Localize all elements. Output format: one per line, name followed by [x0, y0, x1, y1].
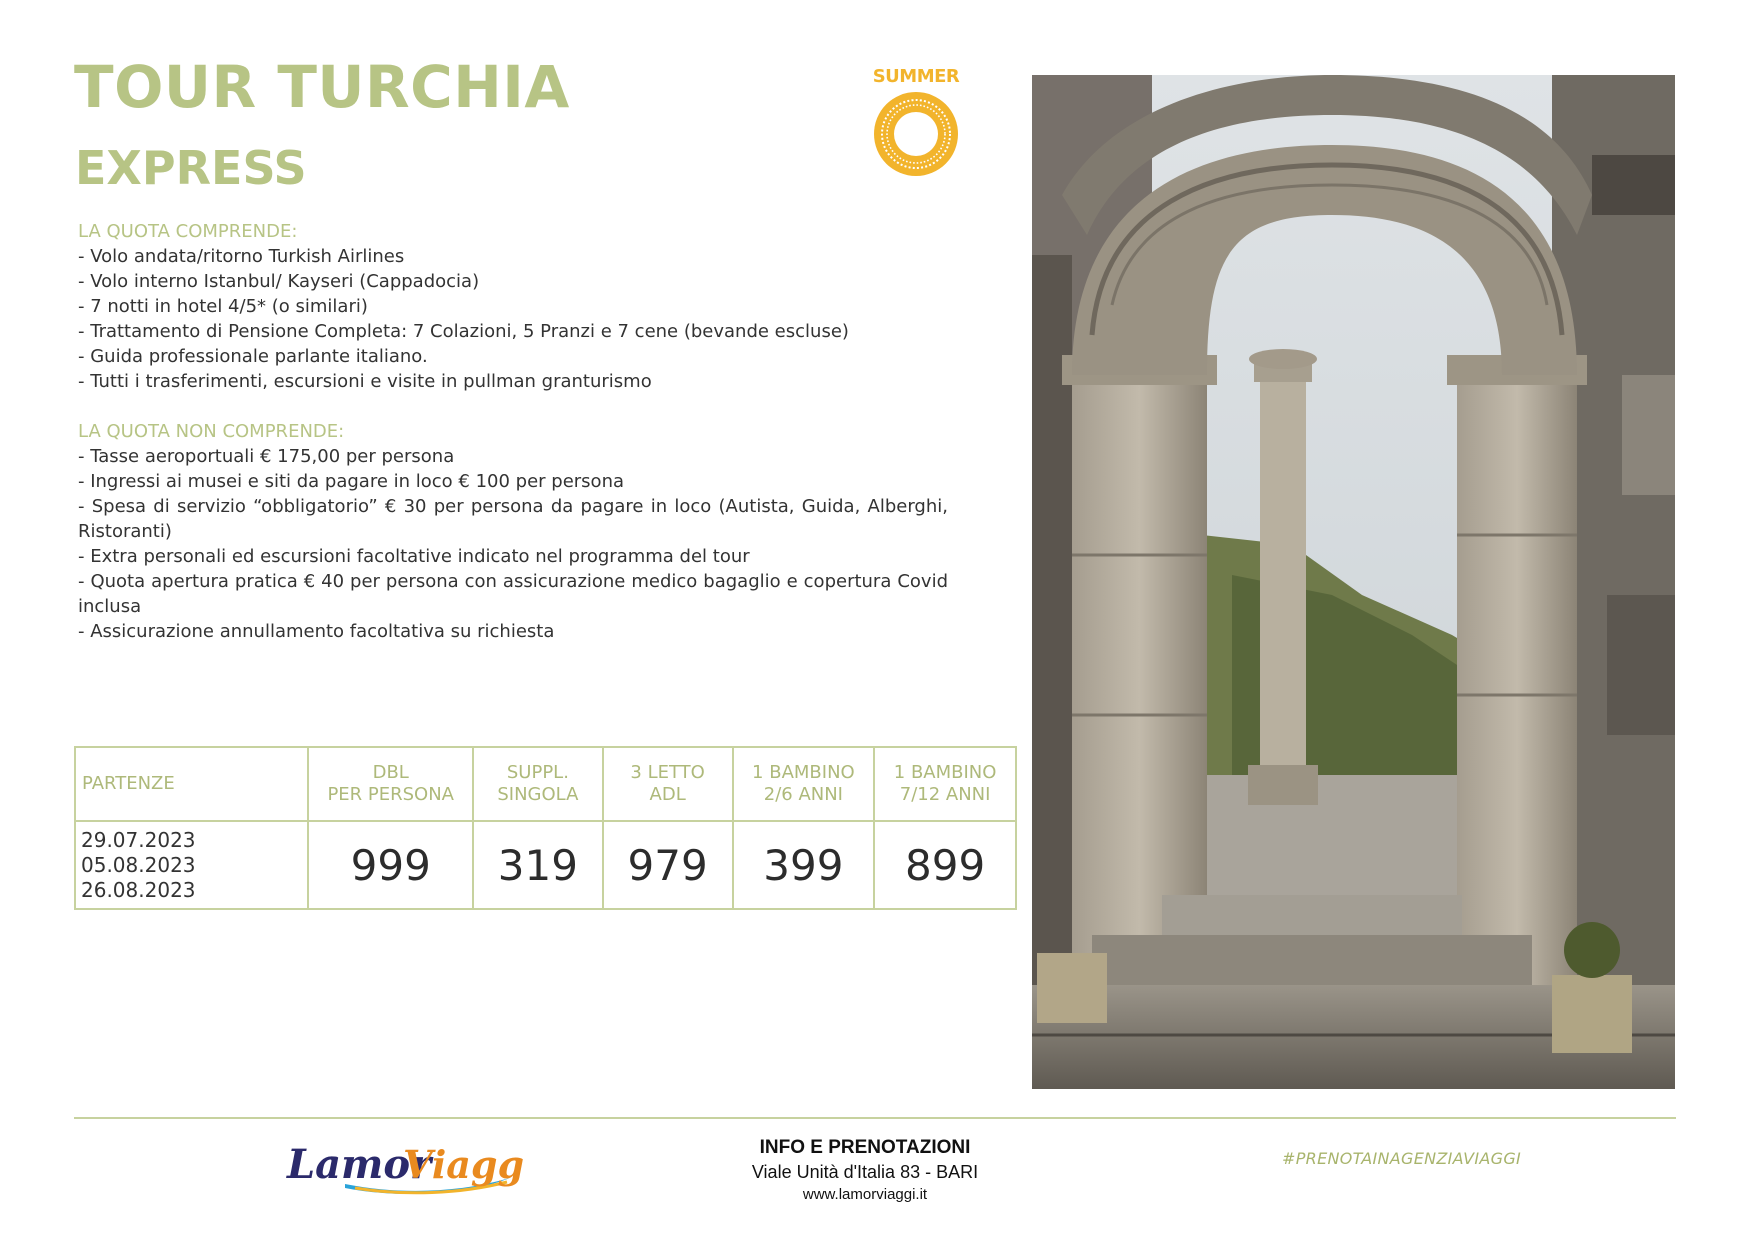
excluded-item: - Spesa di servizio “obbligatorio” € 30 per persona da pagare in loco (Autista, Guida, Alberghi, Ristoranti) [78, 496, 948, 542]
header-label: SINGOLA [497, 784, 579, 805]
summer-badge-label: SUMMER [872, 66, 960, 87]
price-cell: 979 [603, 821, 733, 909]
excluded-item: - Tasse aeroportuali € 175,00 per persona [78, 446, 455, 467]
lamorviaggi-logo[interactable] [285, 1138, 525, 1196]
included-item: - Guida professionale parlante italiano. [78, 346, 428, 367]
website-link[interactable]: www.lamorviaggi.it [802, 1186, 928, 1203]
included-item: - 7 notti in hotel 4/5* (o similari) [78, 296, 368, 317]
excluded-item: - Quota apertura pratica € 40 per persona con assicurazione medico bagaglio e copertura Covid inclusa [78, 571, 948, 617]
header-label: 2/6 ANNI [763, 784, 843, 805]
included-section [78, 219, 948, 394]
header-label: SUPPL. [506, 762, 569, 783]
departure-dates-cell [75, 821, 308, 909]
header-label: ADL [649, 784, 686, 805]
logo-wordmark-icon [285, 1138, 525, 1196]
header-label: 1 BAMBINO [893, 762, 997, 783]
header-label: 3 LETTO [630, 762, 705, 783]
header-label: DBL [372, 762, 409, 783]
svg-text:Lamor: Lamor [287, 1141, 432, 1188]
header-cell-single-supplement [473, 747, 603, 821]
page-title: TOUR TURCHIA [74, 53, 570, 121]
contact-address: Viale Unità d'Italia 83 - BARI [751, 1162, 979, 1182]
price-table [74, 746, 1017, 910]
header-cell-child-2-6 [733, 747, 875, 821]
included-item: - Volo andata/ritorno Turkish Airlines [78, 246, 405, 267]
header-label: PER PERSONA [327, 784, 454, 805]
svg-text:Viaggi: Viaggi [403, 1142, 525, 1187]
price-cell: 999 [308, 821, 473, 909]
hashtag: #PRENOTAINAGENZIAVIAGGI [1282, 1149, 1522, 1168]
included-heading: LA QUOTA COMPRENDE: [78, 221, 298, 242]
included-item: - Tutti i trasferimenti, escursioni e visite in pullman granturismo [78, 371, 652, 392]
departure-date: 29.07.2023 [81, 827, 196, 852]
header-label: PARTENZE [82, 773, 175, 794]
price-cell: 319 [473, 821, 603, 909]
table-row [75, 821, 1016, 909]
header-label: 7/12 ANNI [899, 784, 991, 805]
excluded-section [78, 419, 948, 644]
summer-badge [866, 66, 966, 176]
sun-icon [872, 90, 960, 178]
excluded-item: - Ingressi ai musei e siti da pagare in loco € 100 per persona [78, 471, 625, 492]
header-label: 1 BAMBINO [752, 762, 855, 783]
included-item: - Volo interno Istanbul/ Kayseri (Cappadocia) [78, 271, 480, 292]
header-cell-departures [75, 747, 308, 821]
departure-date: 05.08.2023 [81, 852, 196, 877]
table-header-row [75, 747, 1016, 821]
page-subtitle: EXPRESS [75, 141, 307, 195]
contact-title: INFO E PRENOTAZIONI [759, 1137, 971, 1158]
contact-block [650, 1136, 1080, 1206]
footer-divider [74, 1117, 1676, 1119]
excluded-item: - Assicurazione annullamento facoltativa su richiesta [78, 621, 555, 642]
header-cell-double [308, 747, 473, 821]
price-cell: 899 [874, 821, 1016, 909]
price-cell: 399 [733, 821, 875, 909]
header-cell-third-bed [603, 747, 733, 821]
excluded-heading: LA QUOTA NON COMPRENDE: [78, 421, 345, 442]
excluded-item: - Extra personali ed escursioni facoltative indicato nel programma del tour [78, 546, 750, 567]
header-cell-child-7-12 [874, 747, 1016, 821]
departure-date: 26.08.2023 [81, 877, 196, 902]
ancient-arch-photo [1032, 75, 1675, 1089]
arch-illustration [1032, 75, 1675, 1089]
included-item: - Trattamento di Pensione Completa: 7 Colazioni, 5 Pranzi e 7 cene (bevande escluse) [78, 321, 849, 342]
